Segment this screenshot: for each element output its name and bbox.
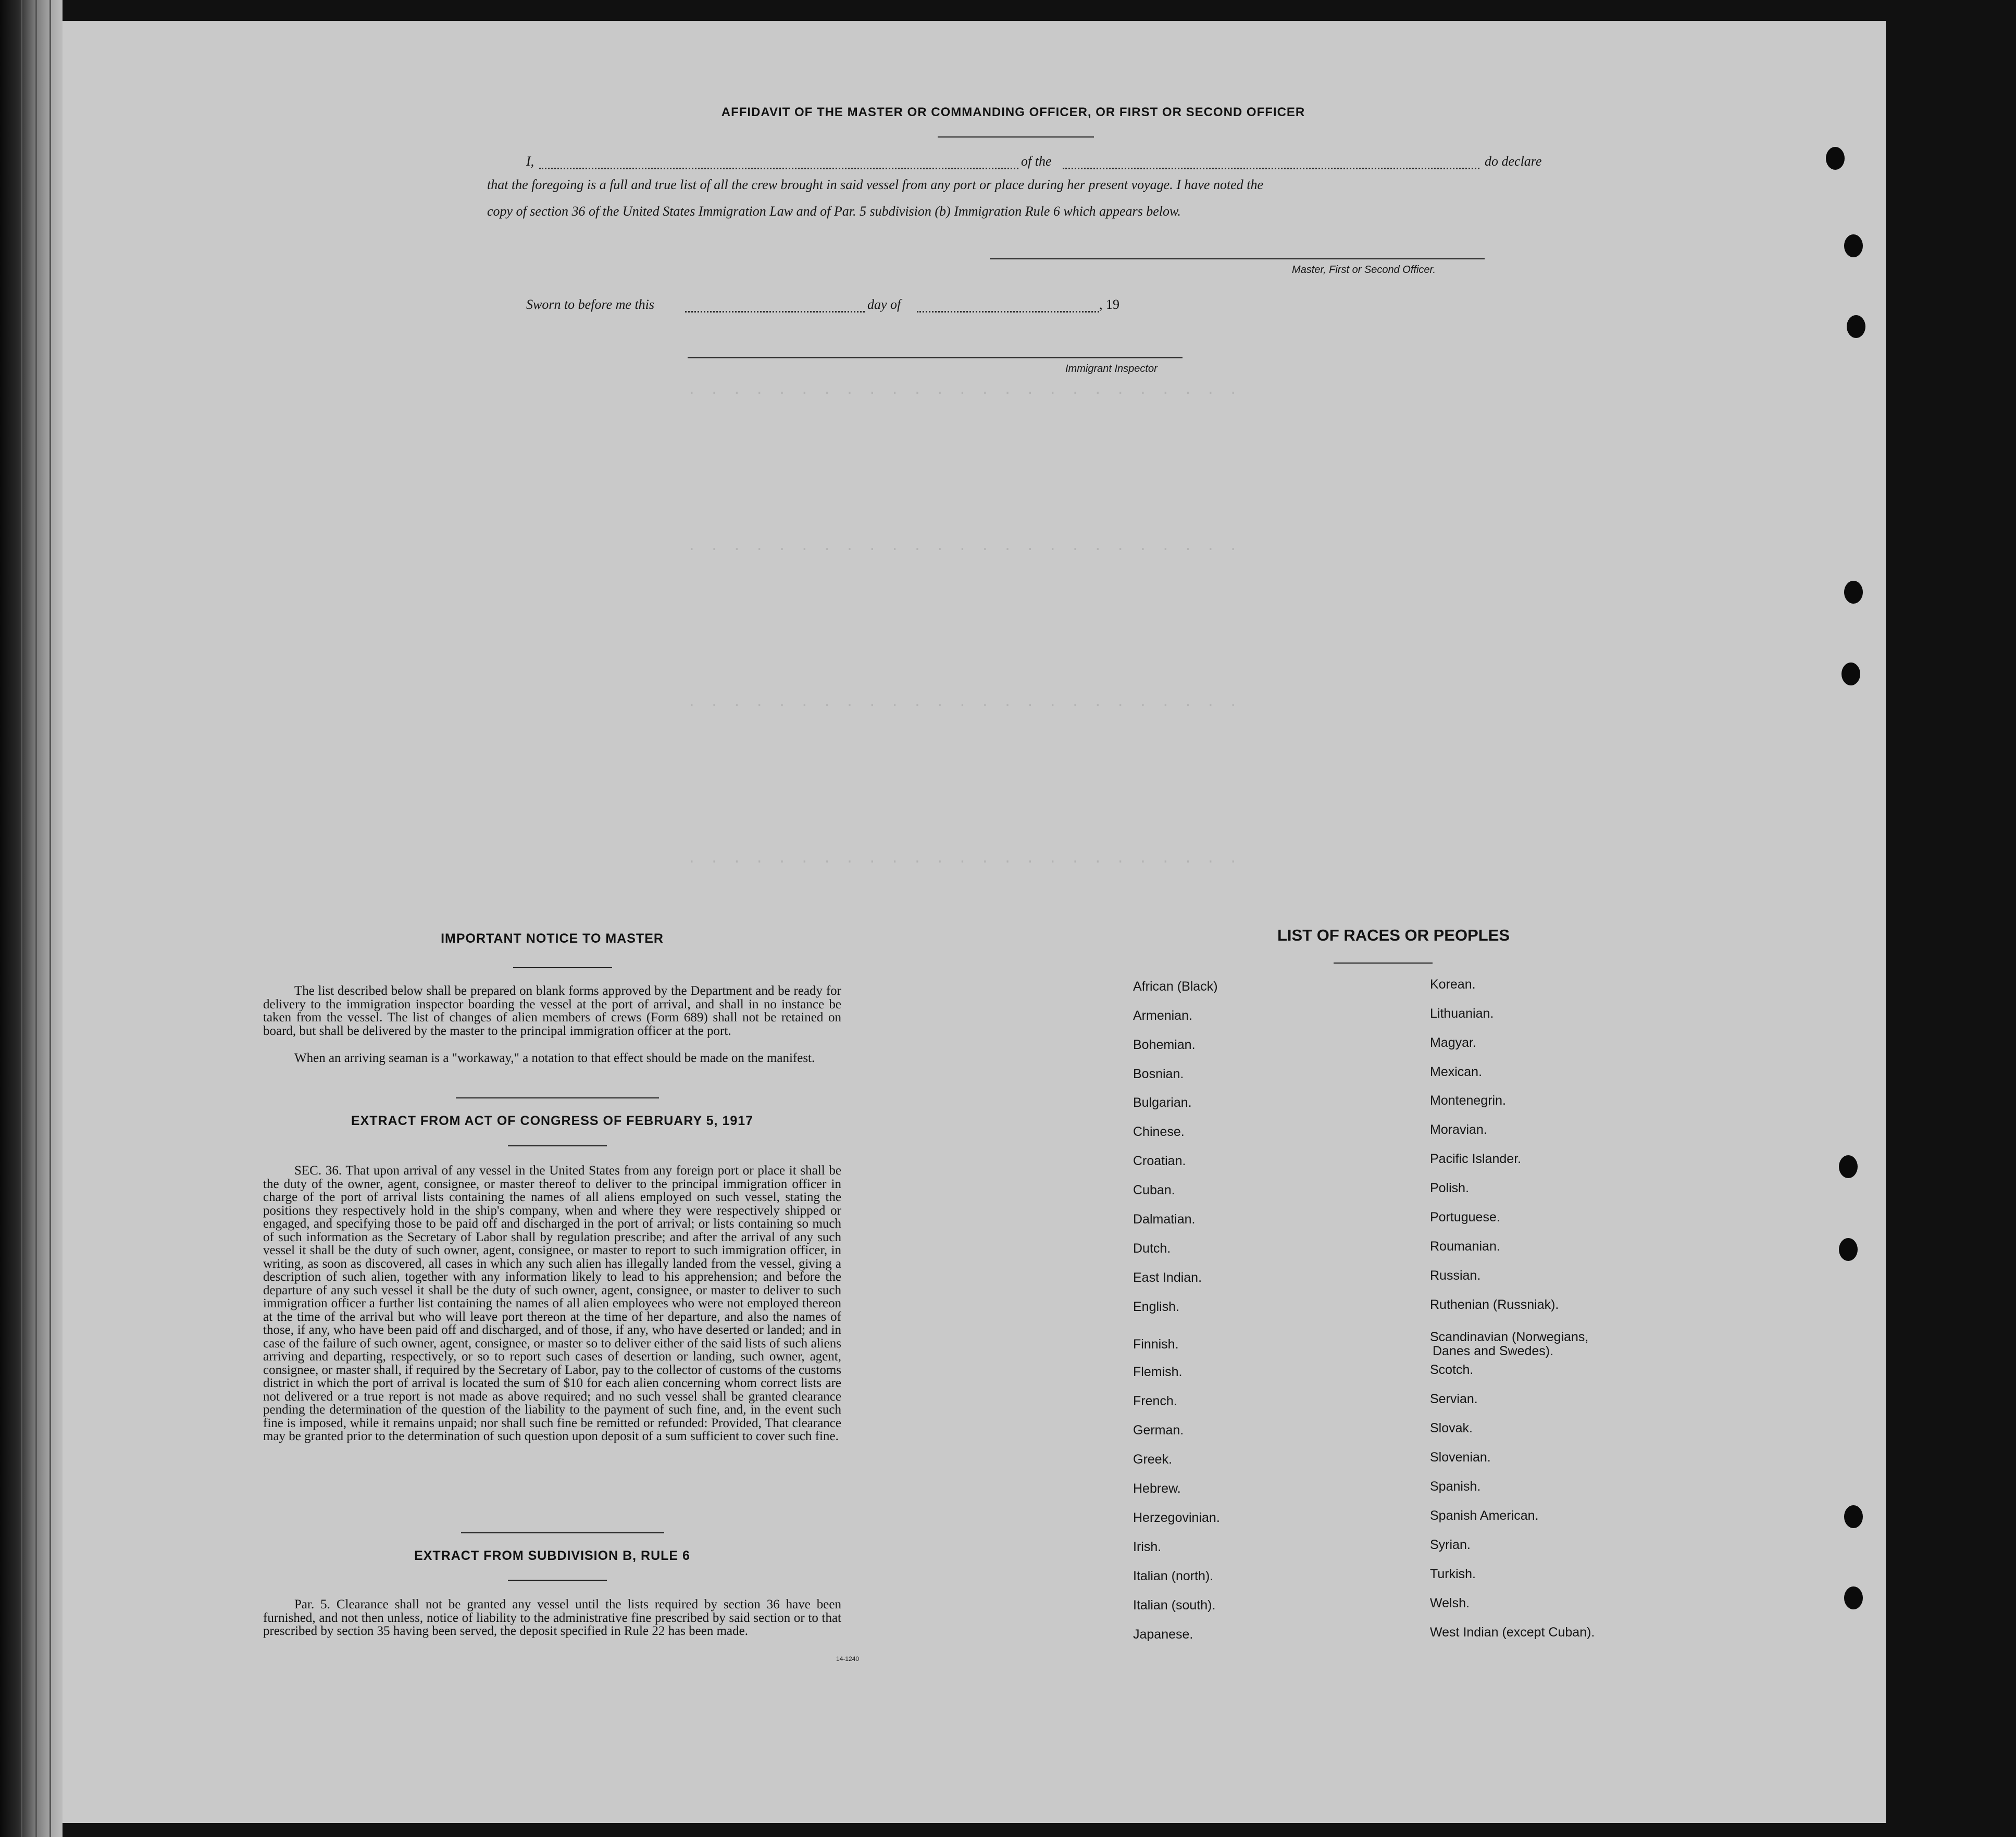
act-extract-underline (508, 1145, 607, 1146)
race-item: Italian (south). (1133, 1598, 1216, 1613)
race-item: English. (1133, 1299, 1179, 1314)
title-underline (938, 136, 1094, 138)
scan-border (1886, 0, 2016, 1837)
race-item: Moravian. (1430, 1122, 1487, 1137)
inspector-signature-line[interactable] (688, 357, 1183, 358)
race-item: Roumanian. (1430, 1239, 1500, 1254)
punch-hole (1844, 581, 1863, 604)
race-item: Italian (north). (1133, 1569, 1214, 1583)
punch-hole (1841, 663, 1860, 685)
punch-hole (1847, 315, 1865, 338)
race-item: Portuguese. (1430, 1210, 1500, 1224)
race-item: Korean. (1430, 977, 1476, 992)
race-item: Finnish. (1133, 1337, 1179, 1352)
bleed-through-text: · · · · · · · · · · · · · · · · · · · · · · · · · (688, 542, 1241, 557)
page-edge-line (49, 0, 51, 1837)
race-item: Mexican. (1430, 1065, 1483, 1079)
race-item: Bohemian. (1133, 1038, 1196, 1052)
race-item: Pacific Islander. (1430, 1152, 1522, 1166)
race-item: Cuban. (1133, 1183, 1175, 1197)
page-edge-line (35, 0, 37, 1837)
act-extract-title: EXTRACT FROM ACT OF CONGRESS OF FEBRUARY 5, 1917 (351, 1114, 754, 1128)
race-item: Chinese. (1133, 1124, 1185, 1139)
notice-paragraph-1: The list described below shall be prepared on blank forms approved by the Department and be ready for delivery to the immigration inspector boarding the vessel at the port of arrival, and shall in no instance be taken from the vessel. The list of changes of alien members of crews (Form 689) shall not be retained on board, but shall be delivered by the master to the principal immigration officer at the port. (263, 984, 841, 1038)
race-item: Hebrew. (1133, 1481, 1181, 1496)
race-item: Dalmatian. (1133, 1212, 1196, 1227)
inspector-caption: Immigrant Inspector (1065, 363, 1158, 374)
race-item: Greek. (1133, 1452, 1173, 1467)
race-item: Magyar. (1430, 1035, 1476, 1050)
act-extract-text: SEC. 36. That upon arrival of any vessel in the United States from any foreign port or place it shall be the duty of the owner, agent, consignee, or master thereof to deliver to the principal immigration officer in charge of the port of arrival lists containing the names of all aliens employed on such vessel, stating the positions they respectively hold in the ship's company, when and where they were respectively shipped or engaged, and specifying those to be paid off and discharged in the port of arrival; or lists containing so much of such information as the Secretary of Labor shall by regulation prescribe; and after the arrival of any such vessel it shall be the duty of such owner, agent, consignee, or master to report to such immigration officer, in writing, as soon as discovered, all cases in which any such alien has illegally landed from the vessel, giving a description of such alien, together with any information likely to lead to his apprehension; and before the departure of any such vessel it shall be the duty of such owner, agent, consignee, or master to deliver to such immigration officer a further list containing the names of all alien employees who were not employed thereon at the time of the arrival but who will leave port thereon at the time of her departure, and also the names of those, if any, who have been paid off and discharged, and of those, if any, who have deserted or landed; and in case of the failure of such owner, agent, consignee, or master so to deliver either of the said lists of such aliens arriving and departing, respectively, or so to report such cases of desertion or landing, such owner, agent, consignee, or master shall, if required by the Secretary of Labor, pay to the collector of customs of the customs district in which the port of arrival is located the sum of $10 for each alien concerning whom correct lists are not delivered or a true report is not made as above required; and no such vessel shall be granted clearance pending the determination of the question of the liability to the payment of such fine, and, in the event such fine is imposed, while it remains unpaid; nor shall such fine be remitted or refunded: Provided, That clearance may be granted prior to the determination of such question upon deposit of a sum sufficient to cover such fine. (263, 1164, 841, 1443)
name-blank[interactable] (539, 157, 1018, 169)
document-page (63, 21, 1886, 1823)
race-item: Bulgarian. (1133, 1095, 1192, 1110)
affidavit-declare: do declare (1485, 154, 1542, 169)
day-of-label: day of (867, 297, 901, 312)
notice-title: IMPORTANT NOTICE TO MASTER (441, 931, 664, 946)
race-item: Spanish American. (1430, 1508, 1539, 1523)
race-item: Montenegrin. (1430, 1093, 1506, 1108)
notice-paragraph-2: When an arriving seaman is a "workaway," a notation to that effect should be made on the manifest. (294, 1051, 815, 1065)
race-item: Scotch. (1430, 1363, 1474, 1377)
vessel-blank[interactable] (1063, 157, 1479, 169)
race-item: German. (1133, 1423, 1184, 1438)
race-item: Ruthenian (Russniak). (1430, 1297, 1559, 1312)
races-underline (1334, 963, 1433, 964)
race-item: Syrian. (1430, 1538, 1471, 1552)
affidavit-title: AFFIDAVIT OF THE MASTER OR COMMANDING OFFICER, OR FIRST OR SECOND OFFICER (721, 105, 1305, 119)
form-number: 14-1240 (836, 1655, 860, 1663)
race-item: Danes and Swedes). (1433, 1344, 1554, 1358)
sworn-day-blank[interactable] (685, 301, 865, 313)
punch-hole (1839, 1238, 1858, 1261)
race-item: French. (1133, 1394, 1177, 1408)
affidavit-i: I, (526, 154, 534, 169)
race-item: Polish. (1430, 1181, 1470, 1195)
race-item: Scandinavian (Norwegians, (1430, 1330, 1589, 1344)
race-item: African (Black) (1133, 979, 1218, 994)
rule-extract-text: Par. 5. Clearance shall not be granted any vessel until the lists required by section 36 have been furnished, and not then unless, notice of liability to the administrative fine prescribed by said section or to that prescribed by section 35 having been served, the deposit specified in Rule 22 has been made. (263, 1597, 841, 1638)
bleed-through-text: · · · · · · · · · · · · · · · · · · · · · · · · · (688, 698, 1241, 714)
punch-hole (1844, 1505, 1863, 1528)
rule-extract-underline (508, 1580, 607, 1581)
binding-edge (0, 0, 63, 1837)
race-item: Slovak. (1430, 1421, 1473, 1435)
year-label: , 19 (1099, 297, 1119, 312)
race-item: Servian. (1430, 1392, 1478, 1406)
page-edge-line (21, 0, 22, 1837)
race-item: Slovenian. (1430, 1450, 1491, 1465)
race-item: Armenian. (1133, 1008, 1192, 1023)
race-item: East Indian. (1133, 1270, 1202, 1285)
race-item: Herzegovinian. (1133, 1510, 1220, 1525)
officer-caption: Master, First or Second Officer. (1292, 264, 1436, 276)
affidavit-of-the: of the (1021, 154, 1052, 169)
race-item: Dutch. (1133, 1241, 1171, 1256)
officer-signature-line[interactable] (990, 258, 1485, 259)
race-item: Welsh. (1430, 1596, 1470, 1610)
races-title: LIST OF RACES OR PEOPLES (1277, 926, 1510, 944)
section-divider (456, 1097, 659, 1098)
race-item: Russian. (1430, 1268, 1481, 1283)
punch-hole (1826, 147, 1845, 170)
rule-extract-title: EXTRACT FROM SUBDIVISION B, RULE 6 (414, 1548, 690, 1563)
race-item: West Indian (except Cuban). (1430, 1625, 1595, 1640)
race-item: Japanese. (1133, 1627, 1193, 1642)
punch-hole (1844, 234, 1863, 257)
race-item: Flemish. (1133, 1365, 1183, 1379)
race-item: Croatian. (1133, 1154, 1186, 1168)
affidavit-line-2: that the foregoing is a full and true list of all the crew brought in said vessel from any port or place during her present voyage. I have noted the (487, 177, 1263, 192)
bleed-through-text: · · · · · · · · · · · · · · · · · · · · · · · · · (688, 854, 1241, 870)
sworn-label: Sworn to before me this (526, 297, 655, 312)
race-item: Bosnian. (1133, 1067, 1184, 1081)
bleed-through-text: · · · · · · · · · · · · · · · · · · · · · · · · · (688, 385, 1241, 401)
race-item: Spanish. (1430, 1479, 1481, 1494)
race-item: Irish. (1133, 1540, 1162, 1554)
race-item: Lithuanian. (1430, 1006, 1494, 1021)
section-divider (461, 1532, 664, 1533)
punch-hole (1839, 1155, 1858, 1178)
sworn-month-blank[interactable] (917, 301, 1099, 313)
punch-hole (1844, 1586, 1863, 1609)
notice-underline (513, 967, 612, 968)
affidavit-line-3: copy of section 36 of the United States Immigration Law and of Par. 5 subdivision (b) Immigration Rule 6 which appears below. (487, 204, 1181, 219)
race-item: Turkish. (1430, 1567, 1476, 1581)
